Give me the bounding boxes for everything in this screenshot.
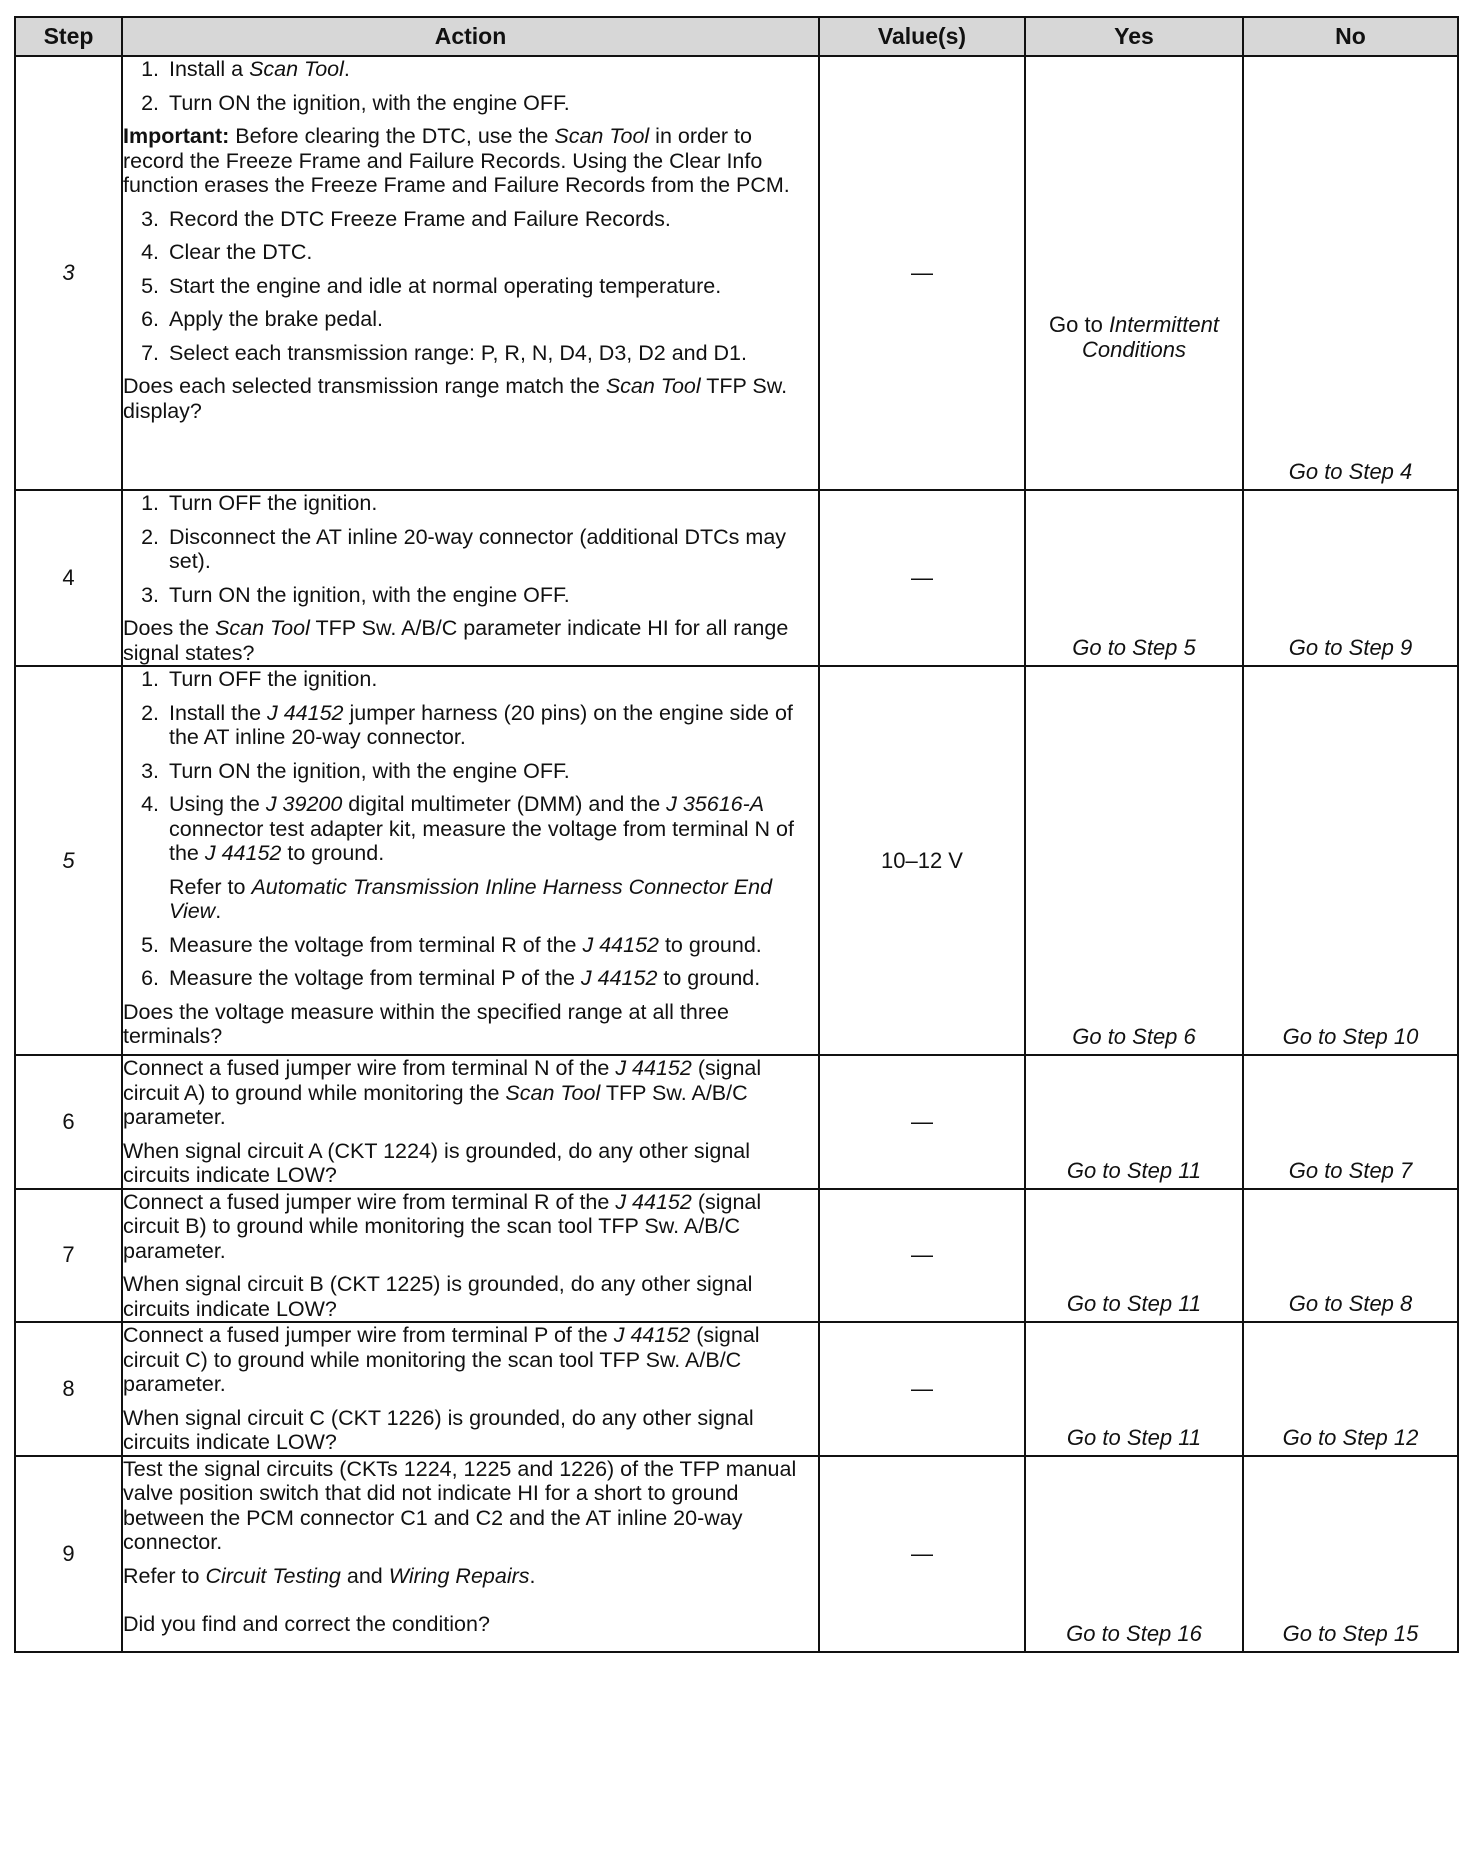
list-item: 1. Turn OFF the ignition. — [141, 667, 378, 691]
value-cell: — — [819, 490, 1025, 666]
list-item: 6. Measure the voltage from terminal P of the J 44152 to ground. — [141, 966, 761, 990]
refer-link-circuit-testing[interactable]: Circuit Testing — [205, 1563, 341, 1588]
no-cell — [1243, 56, 1458, 490]
no-cell — [1243, 1189, 1458, 1323]
yes-link[interactable]: Go to Intermittent Conditions — [1049, 312, 1219, 362]
step-number: 5 — [15, 666, 122, 1055]
yes-cell — [1025, 56, 1243, 490]
list-item: 2. Install the J 44152 jumper harness (20 pins) on the engine side of the AT inline 20-way connector. — [141, 700, 793, 749]
value-cell: — — [819, 1189, 1025, 1323]
refer-link[interactable]: Automatic Transmission Inline Harness Connector End View — [169, 874, 773, 923]
no-link[interactable]: Go to Step 9 — [1288, 635, 1413, 660]
no-link[interactable]: Go to Step 12 — [1282, 1424, 1419, 1450]
question-text: Does the Scan Tool TFP Sw. A/B/C parameter indicate HI for all range signal states? — [123, 616, 789, 665]
step-number: 6 — [15, 1055, 122, 1189]
list-item: 3. Turn ON the ignition, with the engine OFF. — [141, 758, 570, 783]
step-number: 4 — [15, 490, 122, 666]
question-text: Does the voltage measure within the specified range at all three terminals? — [123, 999, 729, 1048]
question-text: When signal circuit A (CKT 1224) is grounded, do any other signal circuits indicate LOW? — [123, 1138, 751, 1187]
list-item: 1. Turn OFF the ignition. — [141, 491, 378, 515]
list-item: 6. Apply the brake pedal. — [141, 307, 383, 331]
list-item: 3. Turn ON the ignition, with the engine OFF. — [141, 582, 570, 607]
question-text: When signal circuit B (CKT 1225) is grounded, do any other signal circuits indicate LOW? — [123, 1272, 753, 1321]
value-cell: — — [819, 56, 1025, 490]
list-item: 5. Measure the voltage from terminal R of the J 44152 to ground. — [141, 932, 762, 957]
action-text: Connect a fused jumper wire from terminal P of the J 44152 (signal circuit C) to ground while monitoring the scan tool TFP Sw. A/B/C parameter. — [123, 1323, 760, 1396]
yes-link[interactable]: Go to Step 11 — [1066, 1157, 1202, 1183]
refer-note: Refer to Circuit Testing and Wiring Repairs. — [123, 1563, 536, 1588]
value-cell: 10–12 V — [819, 666, 1025, 1055]
header-row — [15, 17, 1458, 56]
list-item: 4. Using the J 39200 digital multimeter (DMM) and the J 35616-A connector test adapter kit, measure the voltage from terminal N of the J 44152 to ground. — [141, 792, 794, 865]
action-cell — [122, 1322, 819, 1456]
yes-link[interactable]: Go to Step 16 — [1066, 1620, 1202, 1646]
yes-cell — [1025, 1189, 1243, 1323]
no-link[interactable]: Go to Step 15 — [1282, 1620, 1419, 1646]
value-cell: — — [819, 1456, 1025, 1652]
step-number: 3 — [15, 56, 122, 490]
action-cell — [122, 1055, 819, 1189]
list-item: 7. Select each transmission range: P, R, N, D4, D3, D2 and D1. — [141, 340, 747, 365]
yes-cell — [1025, 490, 1243, 666]
action-cell — [122, 56, 819, 490]
list-item: 5. Start the engine and idle at normal operating temperature. — [141, 273, 722, 298]
no-link[interactable]: Go to Step 7 — [1288, 1157, 1413, 1183]
action-cell — [122, 1456, 819, 1652]
step-number: 7 — [15, 1189, 122, 1323]
yes-cell — [1025, 1322, 1243, 1456]
header-no: No — [1243, 17, 1458, 56]
question-text: Did you find and correct the condition? — [123, 1612, 490, 1636]
yes-link[interactable]: Go to Step 5 — [1072, 635, 1196, 660]
action-steps-list — [123, 57, 818, 115]
table-row-step-4 — [15, 490, 1458, 666]
header-step: Step — [15, 17, 122, 56]
no-cell — [1243, 1322, 1458, 1456]
refer-note: Refer to Automatic Transmission Inline Harness Connector End View. — [169, 874, 773, 923]
yes-link[interactable]: Go to Step 11 — [1066, 1291, 1202, 1316]
value-cell: — — [819, 1322, 1025, 1456]
action-steps-list — [123, 491, 818, 607]
table-row-step-8 — [15, 1322, 1458, 1456]
yes-cell — [1025, 1055, 1243, 1189]
header-values: Value(s) — [819, 17, 1025, 56]
refer-link-wiring-repairs[interactable]: Wiring Repairs — [388, 1563, 530, 1588]
table-row-step-7 — [15, 1189, 1458, 1323]
no-cell — [1243, 490, 1458, 666]
step-number: 8 — [15, 1322, 122, 1456]
question-text: When signal circuit C (CKT 1226) is grounded, do any other signal circuits indicate LOW? — [123, 1405, 754, 1454]
table-row-step-5 — [15, 666, 1458, 1055]
table-row-step-9 — [15, 1456, 1458, 1652]
action-text: Test the signal circuits (CKTs 1224, 1225 and 1226) of the TFP manual valve position switch that did not indicate HI for a short to ground between the PCM connector C1 and C2 and the AT inline 20-way connector. — [123, 1456, 797, 1554]
diagnostic-table — [14, 16, 1459, 1653]
yes-cell — [1025, 666, 1243, 1055]
action-steps-list — [123, 667, 818, 866]
action-cell — [122, 490, 819, 666]
value-cell: — — [819, 1055, 1025, 1189]
list-item: 4. Clear the DTC. — [141, 240, 313, 264]
list-item: 2. Disconnect the AT inline 20-way connector (additional DTCs may set). — [141, 524, 787, 573]
step-number: 9 — [15, 1456, 122, 1652]
action-text: Connect a fused jumper wire from terminal R of the J 44152 (signal circuit B) to ground while monitoring the scan tool TFP Sw. A/B/C parameter. — [123, 1189, 762, 1263]
question-text: Does each selected transmission range match the Scan Tool TFP Sw. display? — [123, 374, 788, 423]
no-cell — [1243, 1055, 1458, 1189]
no-link[interactable]: Go to Step 10 — [1282, 1024, 1419, 1049]
yes-cell — [1025, 1456, 1243, 1652]
list-item: 2. Turn ON the ignition, with the engine OFF. — [141, 90, 570, 115]
yes-link[interactable]: Go to Step 11 — [1066, 1424, 1202, 1450]
table-row-step-6 — [15, 1055, 1458, 1189]
list-item: 1. Install a Scan Tool. — [141, 57, 350, 81]
action-steps-list — [123, 933, 818, 991]
no-link[interactable]: Go to Step 8 — [1288, 1291, 1413, 1316]
action-cell — [122, 666, 819, 1055]
no-link[interactable]: Go to Step 4 — [1288, 459, 1413, 484]
header-yes: Yes — [1025, 17, 1243, 56]
header-action: Action — [122, 17, 819, 56]
action-steps-list — [123, 207, 818, 366]
no-cell — [1243, 1456, 1458, 1652]
table-row-step-3 — [15, 56, 1458, 490]
action-text: Connect a fused jumper wire from terminal N of the J 44152 (signal circuit A) to ground while monitoring the Scan Tool TFP Sw. A/B/C parameter. — [123, 1056, 762, 1129]
no-cell — [1243, 666, 1458, 1055]
important-note: Important: Before clearing the DTC, use the Scan Tool in order to record the Freeze Frame and Failure Records. Using the Clear Info function erases the Freeze Frame and Failure Records from the PCM. — [123, 124, 790, 197]
list-item: 3. Record the DTC Freeze Frame and Failure Records. — [141, 206, 671, 231]
action-cell — [122, 1189, 819, 1323]
yes-link[interactable]: Go to Step 6 — [1072, 1024, 1196, 1049]
